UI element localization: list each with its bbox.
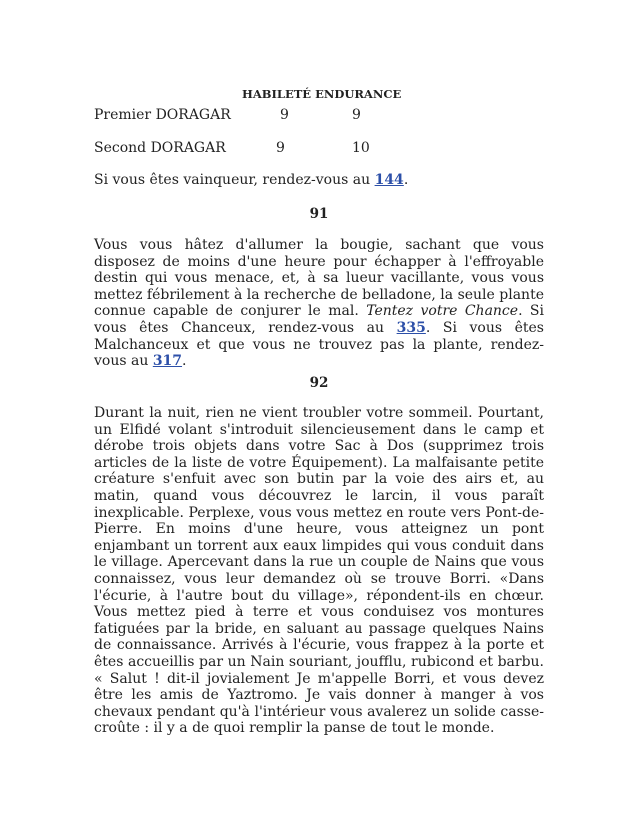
link-section-335[interactable]: 335 (396, 319, 426, 336)
section-91-text-3: . Si vous êtes Malchanceux et que vous ne trouvez pas la plante, rendez-vous au (94, 319, 544, 370)
link-section-144[interactable]: 144 (374, 172, 404, 188)
section-91-italic: Tentez votre Chance (366, 303, 519, 320)
enemy-name: Second DORAGAR (94, 140, 226, 156)
header-endurance: ENDURANCE (315, 87, 402, 101)
section-number-91: 91 (309, 206, 329, 222)
enemy-endurance: 10 (352, 140, 370, 156)
section-number-92: 92 (309, 375, 329, 391)
header-skill: HABILETÉ (242, 87, 312, 101)
victory-text: Si vous êtes vainqueur, rendez-vous au (94, 172, 375, 188)
section-91-text-2: . Si vous êtes Chanceux, rendez-vous au (94, 303, 544, 336)
section-91-text-1: Vous vous hâtez d'allumer la bougie, sachant que vous disposez de moins d'une heure pour échapper à l'effroyable destin qui vous menace, et, à sa lueur vacillante, vous vous mettez fébrilement à la recherche de belladone, la seule plante connue capable de conjurer le mal. (94, 237, 544, 320)
section-92-text: Durant la nuit, rien ne vient troubler votre sommeil. Pourtant, un Elfidé volant s'introduit silencieusement dans le camp et dérobe trois objets dans votre Sac à Dos (supprimez trois articles de la liste de votre Équipement). La malfaisante petite créature s'enfuit avec son butin par la voie des airs et, au matin, quand vous découvrez le larcin, il vous paraît inexplicable. Perplexe, vous vous mettez en route vers Pont-de-Pierre. En moins d'une heure, vous atteignez un pont enjambant un torrent aux eaux limpides qui vous conduit dans le village. Apercevant dans la rue un couple de Nains que vous connaissez, vous leur demandez où se trouve Borri. «Dans l'écurie, à l'autre bout du village», répondent-ils en chœur. Vous mettez pied à terre et vous conduisez vos montures fatiguées par la bride, en saluant au passage quelques Nains de connaissance. Arrivés à l'écurie, vous frappez à la porte et êtes accueillis par un Nain souriant, joufflu, rubicond et barbu. « Salut ! dit-il jovialement Je m'appelle Borri, et vous devez être les amis de Yaztromo. Je vais donner à manger à vos chevaux pendant qu'à l'intérieur vous avalerez un solide casse-croûte : il y a de quoi remplir la panse de tout le monde. (94, 405, 544, 737)
enemy-endurance: 9 (352, 107, 361, 123)
link-section-317[interactable]: 317 (152, 353, 183, 370)
combat-table-header (242, 87, 401, 101)
section-91-text (94, 237, 544, 370)
enemy-skill: 9 (280, 107, 289, 123)
enemy-name: Premier DORAGAR (94, 107, 231, 123)
section-91-text-4: . (182, 353, 187, 370)
enemy-skill: 9 (276, 140, 285, 156)
victory-instruction (94, 172, 408, 188)
victory-end: . (403, 172, 409, 188)
